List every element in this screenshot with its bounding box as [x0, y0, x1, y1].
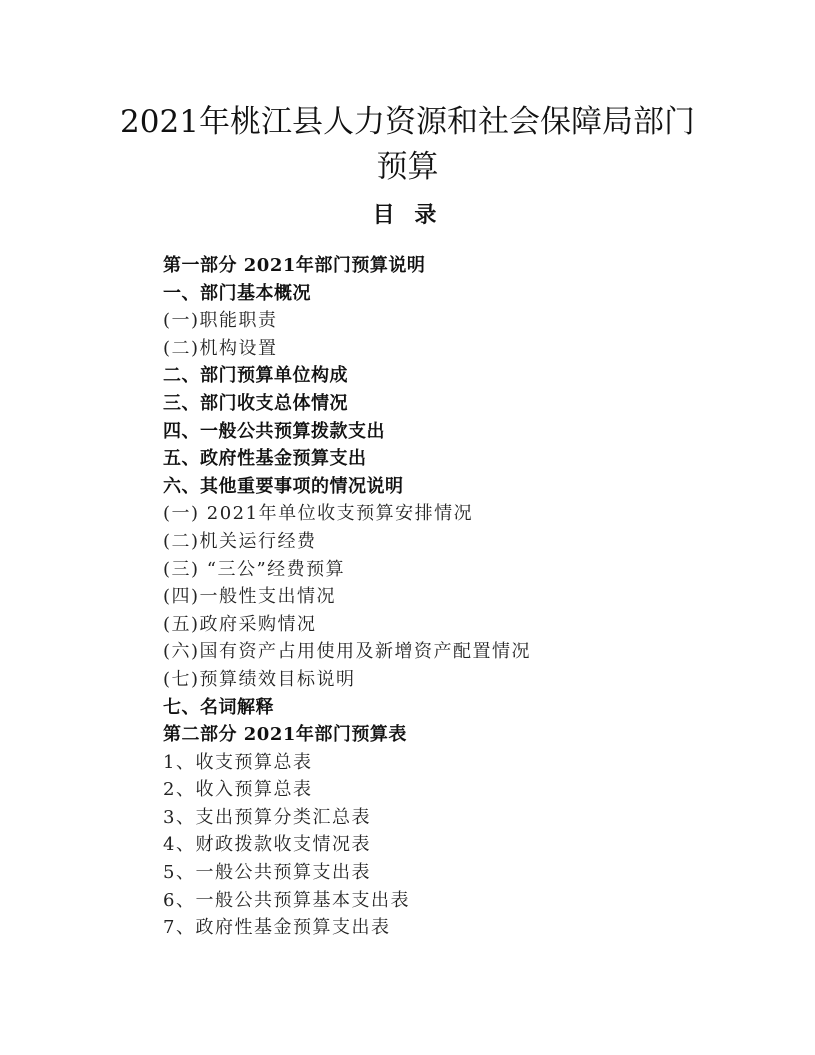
toc-section-heading: 二、部门预算单位构成: [163, 365, 348, 387]
document-title: [60, 100, 755, 190]
table-of-contents: [163, 252, 763, 942]
toc-entry: 7、政府性基金预算支出表: [163, 917, 391, 939]
toc-entry: (七)预算绩效目标说明: [163, 668, 356, 690]
toc-entry: (一)职能职责: [163, 310, 278, 332]
toc-entry: (二)机关运行经费: [163, 530, 317, 552]
toc-section-heading: 四、一般公共预算拨款支出: [163, 420, 385, 442]
toc-entry: (二)机构设置: [163, 337, 278, 359]
toc-section-heading: 五、政府性基金预算支出: [163, 448, 367, 470]
toc-heading: 目 录: [372, 202, 443, 228]
toc-entry: 5、一般公共预算支出表: [163, 862, 371, 884]
toc-section-heading: 三、部门收支总体情况: [163, 392, 348, 414]
toc-entry: (一) 2021年单位收支预算安排情况: [163, 503, 474, 525]
toc-section-heading: 六、其他重要事项的情况说明: [163, 475, 404, 497]
document-title-line1: 2021年桃江县人力资源和社会保障局部门: [120, 104, 695, 140]
toc-section-heading: 一、部门基本概况: [163, 282, 311, 304]
toc-entry: 1、收支预算总表: [163, 751, 313, 773]
toc-entry: (三) “三公”经费预算: [163, 558, 346, 580]
toc-entry: (五)政府采购情况: [163, 613, 317, 635]
toc-entry: 2、收入预算总表: [163, 779, 313, 801]
document-title-line2: 预算: [376, 149, 439, 185]
toc-section-heading: 第二部分 2021年部门预算表: [163, 724, 407, 746]
toc-section-heading: 七、名词解释: [163, 696, 274, 718]
toc-section-heading: 第一部分 2021年部门预算说明: [163, 255, 426, 276]
toc-entry: 3、支出预算分类汇总表: [163, 806, 371, 828]
toc-entry: 4、财政拨款收支情况表: [163, 834, 371, 856]
toc-entry: 6、一般公共预算基本支出表: [163, 889, 410, 911]
toc-entry: (四)一般性支出情况: [163, 586, 337, 608]
toc-entry: (六)国有资产占用使用及新增资产配置情况: [163, 641, 532, 663]
